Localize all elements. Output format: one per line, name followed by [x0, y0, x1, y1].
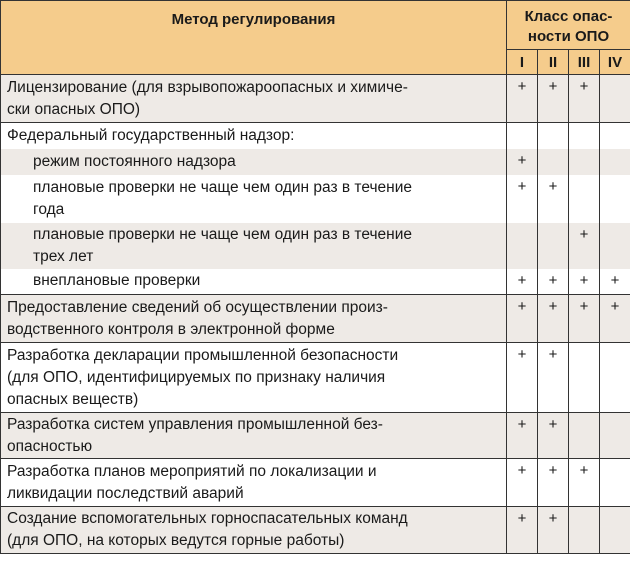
mark-cell: + — [569, 223, 600, 269]
method-line: (для ОПО, на которых ведутся горные работы) — [7, 532, 345, 549]
mark-cell: + — [569, 75, 600, 123]
mark-cell: + — [507, 507, 538, 554]
header-method: Метод регулирования — [1, 1, 507, 75]
method-line: трех лет — [33, 247, 94, 265]
mark-cell: + — [538, 75, 569, 123]
method-line: внеплановые проверки — [33, 272, 201, 290]
table-row — [1, 507, 630, 554]
mark-cell — [600, 75, 630, 123]
method-line: опасных веществ) — [7, 390, 139, 408]
mark-cell: + — [507, 175, 538, 223]
table-row — [1, 413, 630, 459]
class-iii: III — [569, 50, 600, 75]
table-row — [1, 295, 630, 343]
mark-cell: + — [569, 295, 600, 343]
mark-cell — [507, 123, 538, 149]
method-line: ски опасных ОПО) — [7, 100, 141, 118]
mark-cell — [600, 343, 630, 413]
method-cell — [1, 269, 507, 295]
method-cell — [1, 123, 507, 149]
mark-cell: + — [538, 343, 569, 413]
method-line: плановые проверки не чаще чем один раз в течение — [33, 225, 413, 243]
mark-cell — [600, 459, 630, 507]
table-row — [1, 123, 630, 149]
method-cell — [1, 295, 507, 343]
mark-cell: + — [507, 343, 538, 413]
method-cell — [1, 343, 507, 413]
table-row — [1, 223, 630, 269]
table-row — [1, 269, 630, 295]
mark-cell — [569, 413, 600, 459]
class-ii: II — [538, 50, 569, 75]
method-cell — [1, 459, 507, 507]
table-row — [1, 175, 630, 223]
mark-cell — [507, 223, 538, 269]
header-class-line1: Класс опас- — [524, 8, 613, 25]
method-line: водственного контроля в электронной форме — [7, 320, 335, 338]
method-line: года — [33, 200, 65, 218]
mark-cell — [538, 223, 569, 269]
mark-cell: + — [507, 269, 538, 295]
mark-cell — [600, 149, 630, 175]
method-line: ликвидации последствий аварий — [7, 484, 244, 502]
mark-cell — [600, 507, 630, 554]
table-row — [1, 343, 630, 413]
header-class-line2: ности ОПО — [527, 28, 610, 45]
mark-cell: + — [507, 295, 538, 343]
mark-cell: + — [538, 175, 569, 223]
mark-cell: + — [538, 295, 569, 343]
method-line: Федеральный государственный надзор: — [7, 126, 295, 144]
mark-cell — [569, 343, 600, 413]
mark-cell: + — [507, 459, 538, 507]
mark-cell — [600, 413, 630, 459]
method-line: Создание вспомогательных горноспасательных команд — [7, 510, 408, 527]
method-line: Предоставление сведений об осуществлении произ- — [7, 298, 388, 316]
mark-cell — [600, 175, 630, 223]
mark-cell: + — [507, 413, 538, 459]
method-cell — [1, 149, 507, 175]
method-cell — [1, 175, 507, 223]
mark-cell — [569, 175, 600, 223]
mark-cell — [538, 123, 569, 149]
mark-cell: + — [600, 269, 630, 295]
method-line: Разработка декларации промышленной безопасности — [7, 346, 399, 364]
method-line: Разработка систем управления промышленной без- — [7, 415, 383, 433]
method-line: режим постоянного надзора — [33, 152, 236, 170]
mark-cell: + — [507, 149, 538, 175]
mark-cell: + — [538, 507, 569, 554]
table-row — [1, 459, 630, 507]
header-row — [1, 1, 630, 50]
method-line: Лицензирование (для взрывопожароопасных и химиче- — [7, 78, 408, 96]
mark-cell: + — [538, 269, 569, 295]
mark-cell: + — [507, 75, 538, 123]
method-cell — [1, 75, 507, 123]
mark-cell: + — [569, 459, 600, 507]
method-line: плановые проверки не чаще чем один раз в течение — [33, 178, 413, 196]
mark-cell — [569, 123, 600, 149]
mark-cell: + — [600, 295, 630, 343]
class-i: I — [507, 50, 538, 75]
table-row — [1, 75, 630, 123]
method-line: (для ОПО, идентифицируемых по признаку наличия — [7, 368, 386, 386]
mark-cell — [569, 507, 600, 554]
mark-cell — [569, 149, 600, 175]
method-cell — [1, 413, 507, 459]
mark-cell: + — [569, 269, 600, 295]
method-line: опасностью — [7, 437, 93, 455]
class-iv: IV — [600, 50, 630, 75]
method-line: Разработка планов мероприятий по локализации и — [7, 462, 377, 480]
mark-cell: + — [538, 413, 569, 459]
mark-cell: + — [538, 459, 569, 507]
table-row — [1, 149, 630, 175]
mark-cell — [538, 149, 569, 175]
method-cell — [1, 507, 507, 554]
method-cell — [1, 223, 507, 269]
mark-cell — [600, 223, 630, 269]
header-class — [507, 1, 630, 50]
mark-cell — [600, 123, 630, 149]
